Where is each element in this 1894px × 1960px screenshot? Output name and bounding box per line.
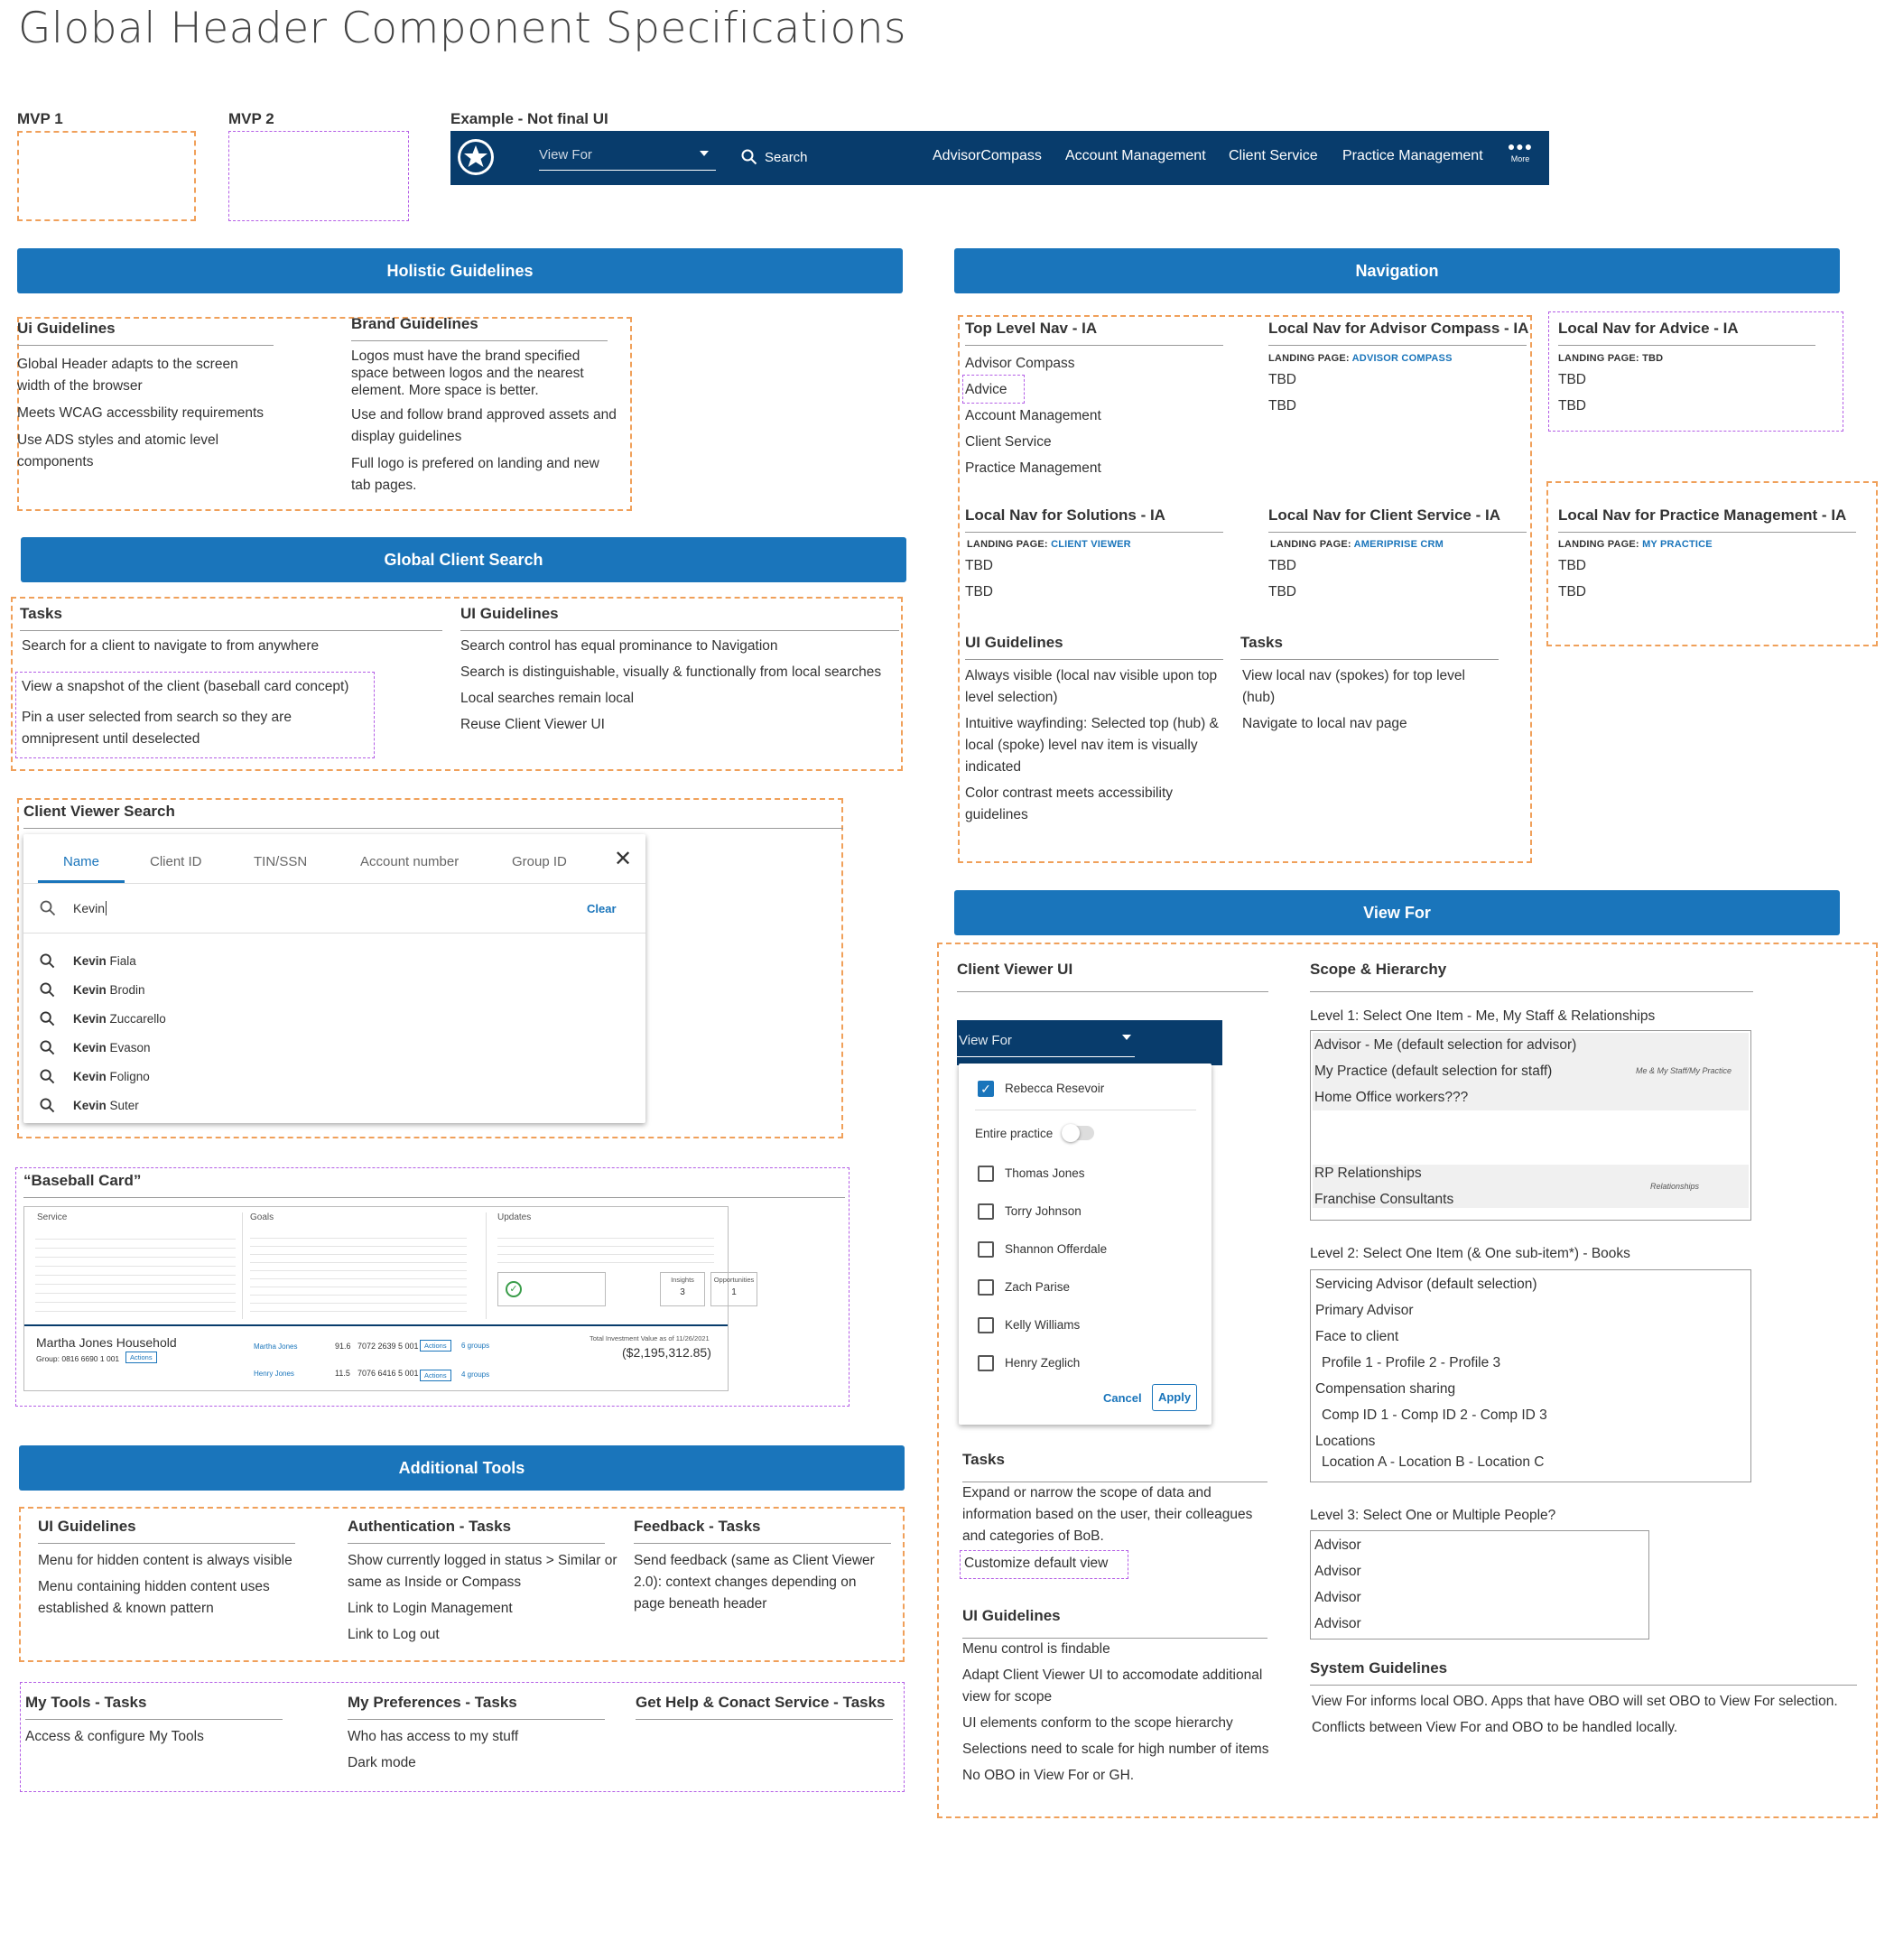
search-ui-guidelines-title: UI Guidelines (460, 605, 899, 631)
list-item: Search control has equal prominance to Navigation (460, 638, 778, 654)
search-results (40, 946, 166, 1119)
nav-tasks-title: Tasks (1240, 634, 1499, 660)
nav-client-service[interactable]: Client Service (1229, 148, 1318, 163)
toggle-knob (1062, 1124, 1080, 1142)
nav-ui-guidelines-title: UI Guidelines (965, 634, 1223, 660)
scope-hierarchy-title: Scope & Hierarchy (1310, 961, 1753, 992)
list-item: Customize default view (964, 1556, 1109, 1571)
my-preferences-title: My Preferences - Tasks (348, 1694, 605, 1720)
auth-tasks-title: Authentication - Tasks (348, 1518, 605, 1544)
list-item[interactable]: Kevin Zuccarello (40, 1004, 166, 1033)
actions-button[interactable]: Actions (125, 1352, 157, 1363)
list-item: UI elements conform to the scope hierarchy (962, 1715, 1233, 1731)
client-viewer-search-panel (23, 834, 645, 1123)
example-label: Example - Not final UI (450, 110, 608, 127)
goals-panel (250, 1212, 487, 1319)
entire-practice-toggle[interactable] (1062, 1126, 1094, 1140)
brand-guidelines-title: Brand Guidelines (351, 315, 608, 341)
search-icon (40, 982, 55, 998)
list-item: Advisor Compass (965, 356, 1075, 371)
level1-list (1310, 1030, 1751, 1221)
list-item: TBD (1558, 398, 1586, 413)
list-item: Link to Login Management (348, 1601, 513, 1616)
opportunities-card[interactable] (710, 1272, 757, 1306)
apply-button[interactable]: Apply (1152, 1384, 1197, 1411)
entire-practice-label: Entire practice (975, 1127, 1054, 1140)
list-item[interactable]: Shannon Offerdale (978, 1241, 1107, 1279)
total-value: ($2,195,312.85) (622, 1345, 711, 1360)
list-item: Who has access to my stuff (348, 1729, 519, 1744)
nav-practice-management[interactable]: Practice Management (1342, 148, 1483, 163)
list-item[interactable]: Advisor (1314, 1590, 1361, 1605)
tools-ui-list (38, 1550, 309, 1620)
service-panel (28, 1212, 243, 1319)
member-client-id: 7076 6416 5 001 (357, 1369, 419, 1378)
checkbox-checked[interactable]: ✓ (978, 1081, 994, 1097)
more-icon: ●●● (1507, 139, 1534, 153)
list-item: View a snapshot of the client (baseball card concept) (22, 679, 349, 694)
search-icon (40, 900, 56, 921)
insights-value: 3 (680, 1287, 685, 1297)
status-card (497, 1272, 606, 1306)
top-level-nav-list (965, 353, 1218, 484)
checkbox (978, 1355, 994, 1371)
feedback-tasks-list (634, 1550, 887, 1615)
list-item: View local nav (spokes) for top level (hub) (1242, 668, 1465, 705)
header-search-input[interactable]: Search (765, 150, 808, 165)
top-level-nav-title: Top Level Nav - IA (965, 320, 1223, 346)
auth-tasks-list (348, 1550, 618, 1646)
view-for-dropdown[interactable] (539, 142, 716, 171)
tools-ui-guidelines-title: UI Guidelines (38, 1518, 295, 1544)
list-item[interactable]: Torry Johnson (978, 1203, 1107, 1241)
list-item: Menu for hidden content is always visible (38, 1553, 292, 1568)
page-title: Global Header Component Specifications (18, 4, 906, 53)
list-item[interactable]: Kelly Williams (978, 1317, 1107, 1355)
client-viewer-ui-title: Client Viewer UI (957, 961, 1268, 992)
baseball-card-title: “Baseball Card” (23, 1172, 845, 1198)
list-item: TBD (1268, 558, 1296, 573)
insights-label: Insights (671, 1276, 694, 1284)
list-item: Intuitive wayfinding: Selected top (hub) & local (spoke) level nav item is visually indicated (965, 716, 1219, 775)
member-groups[interactable]: 6 groups (461, 1342, 490, 1350)
list-item: No OBO in View For or GH. (962, 1768, 1135, 1783)
mvp1-box (17, 131, 196, 221)
list-item[interactable]: Face to client (1315, 1329, 1399, 1344)
member-age: 11.5 (335, 1369, 350, 1378)
group-id: Group: 0816 6690 1 001 (36, 1354, 120, 1363)
search-icon (40, 1011, 55, 1026)
selected-person: Rebecca Resevoir (1005, 1082, 1105, 1095)
list-item: TBD (1268, 372, 1296, 387)
list-item[interactable]: Kevin Brodin (40, 975, 166, 1004)
list-item: Full logo is prefered on landing and new tab pages. (351, 456, 599, 493)
view-for-label: View For (539, 147, 592, 163)
list-item[interactable]: Locations (1315, 1434, 1376, 1449)
my-tools-title: My Tools - Tasks (25, 1694, 283, 1720)
tab-client-id[interactable]: Client ID (150, 854, 202, 869)
goals-title: Goals (250, 1212, 274, 1222)
checkbox (978, 1166, 994, 1182)
opportunities-value: 1 (731, 1287, 737, 1297)
cancel-button[interactable]: Cancel (1103, 1391, 1142, 1405)
nav-account-management[interactable]: Account Management (1065, 148, 1206, 163)
view-for-tasks-title: Tasks (962, 1451, 1267, 1482)
member-client-id: 7072 2639 5 001 (357, 1342, 419, 1351)
control-underline (957, 1056, 1135, 1057)
list-item: Use ADS styles and atomic level components (17, 432, 219, 469)
landing-page-label: LANDING PAGE: AMERIPRISE CRM (1270, 539, 1444, 550)
client-viewer-search-title: Client Viewer Search (23, 803, 843, 829)
divider (24, 1324, 728, 1326)
list-item: TBD (1558, 558, 1586, 573)
list-item: Search is distinguishable, visually & functionally from local searches (460, 664, 882, 680)
level2-label: Level 2: Select One Item (& One sub-item*) - Books (1310, 1246, 1630, 1261)
list-item: Navigate to local nav page (1242, 716, 1407, 731)
view-for-control-label: View For (959, 1033, 1012, 1048)
additional-tools-banner: Additional Tools (19, 1445, 905, 1491)
list-item: TBD (965, 558, 993, 573)
list-item: Dark mode (348, 1755, 416, 1770)
view-for-banner: View For (954, 890, 1840, 935)
level2-list (1310, 1269, 1751, 1482)
list-item: Search for a client to navigate to from anywhere (22, 638, 320, 654)
view-for-menu (959, 1064, 1212, 1425)
nav-advisorcompass[interactable]: AdvisorCompass (933, 148, 1042, 163)
divider (23, 933, 645, 934)
list-item: Color contrast meets accessibility guidelines (965, 785, 1173, 822)
chevron-down-icon (1122, 1035, 1131, 1040)
people-list (978, 1166, 1107, 1393)
landing-page-label: LANDING PAGE: TBD (1558, 353, 1664, 364)
advisor-compass-nav-title: Local Nav for Advisor Compass - IA (1268, 320, 1527, 346)
landing-page-label: LANDING PAGE: CLIENT VIEWER (967, 539, 1131, 550)
tab-tin-ssn[interactable]: TIN/SSN (254, 854, 308, 869)
tab-account-number[interactable]: Account number (360, 854, 460, 869)
actions-button[interactable]: Actions (420, 1370, 451, 1381)
list-item[interactable]: Primary Advisor (1315, 1303, 1414, 1318)
search-icon (40, 1069, 55, 1084)
list-item: Menu containing hidden content uses established & known pattern (38, 1579, 270, 1616)
list-item[interactable]: Advisor (1314, 1564, 1361, 1579)
updates-details (497, 1231, 714, 1263)
checkbox (978, 1241, 994, 1258)
list-item[interactable]: Location A - Location B - Location C (1322, 1454, 1545, 1470)
close-icon[interactable]: ✕ (614, 847, 633, 871)
system-guidelines-title: System Guidelines (1310, 1659, 1857, 1686)
list-item[interactable]: RP Relationships (1314, 1166, 1422, 1181)
list-item: Logos must have the brand specified space between logos and the nearest element. More space is better. (351, 348, 584, 398)
list-item[interactable]: Compensation sharing (1315, 1381, 1456, 1397)
list-item[interactable]: Franchise Consultants (1314, 1192, 1454, 1207)
list-item[interactable]: Kevin Suter (40, 1091, 166, 1119)
goals-details (250, 1231, 467, 1314)
more-label: More (1510, 154, 1530, 163)
list-item: View For informs local OBO. Apps that have OBO will set OBO to View For selection. (1312, 1694, 1838, 1709)
list-item[interactable]: Advisor - Me (default selection for advisor) (1314, 1037, 1577, 1053)
tasks-title: Tasks (20, 605, 442, 631)
mvp2-box (228, 131, 409, 221)
list-item[interactable]: Servicing Advisor (default selection) (1315, 1277, 1537, 1292)
level3-label: Level 3: Select One or Multiple People? (1310, 1508, 1556, 1523)
list-item[interactable]: Zach Parise (978, 1279, 1107, 1317)
global-client-search-banner: Global Client Search (21, 537, 906, 582)
list-item: TBD (1558, 584, 1586, 599)
search-icon[interactable] (741, 149, 757, 170)
list-item[interactable]: Profile 1 - Profile 2 - Profile 3 (1322, 1355, 1501, 1370)
client-search-input[interactable]: Kevin (73, 901, 106, 915)
feedback-tasks-title: Feedback - Tasks (634, 1518, 891, 1544)
divider (23, 883, 645, 884)
list-item: Local searches remain local (460, 691, 635, 706)
list-item[interactable]: Advisor (1314, 1537, 1361, 1553)
list-item: Account Management (965, 408, 1101, 423)
checkbox (978, 1317, 994, 1333)
mvp2-label: MVP 2 (228, 110, 274, 127)
list-item: TBD (965, 584, 993, 599)
check-circle-icon: ✓ (506, 1281, 522, 1297)
nav-tasks-list (1242, 665, 1486, 735)
insights-card[interactable] (660, 1272, 705, 1306)
list-item: Conflicts between View For and OBO to be handled locally. (1312, 1720, 1678, 1735)
opportunities-label: Opportunities (713, 1276, 755, 1284)
nav-ui-guidelines-list (965, 665, 1229, 826)
list-item: Client Service (965, 434, 1052, 450)
ui-guidelines-list (17, 354, 270, 473)
practice-nav-title: Local Nav for Practice Management - IA (1558, 506, 1856, 533)
updates-title: Updates (497, 1212, 532, 1222)
system-guidelines-list (1312, 1691, 1871, 1739)
level1-tag: Me & My Staff/My Practice (1636, 1066, 1732, 1075)
list-item: TBD (1558, 372, 1586, 387)
list-item: Show currently logged in status > Similar or same as Inside or Compass (348, 1553, 617, 1590)
actions-button[interactable]: Actions (420, 1340, 451, 1352)
search-ui-guidelines-list (460, 636, 903, 736)
list-item[interactable]: Kevin Evason (40, 1033, 166, 1062)
view-for-control[interactable] (957, 1020, 1222, 1065)
household-name: Martha Jones Household (36, 1335, 177, 1350)
search-icon (40, 1040, 55, 1055)
list-item[interactable]: Comp ID 1 - Comp ID 2 - Comp ID 3 (1322, 1407, 1547, 1423)
mvp1-label: MVP 1 (17, 110, 63, 127)
list-item: Practice Management (965, 460, 1101, 476)
checkbox (978, 1279, 994, 1296)
navigation-banner: Navigation (954, 248, 1840, 293)
checkbox (978, 1203, 994, 1220)
service-title: Service (37, 1212, 68, 1222)
list-item: Global Header adapts to the screen width of the browser (17, 357, 238, 394)
advice-nav-title: Local Nav for Advice - IA (1558, 320, 1815, 346)
global-header-example (450, 131, 1549, 185)
list-item[interactable]: My Practice (default selection for staff) (1314, 1064, 1553, 1079)
service-details (35, 1231, 236, 1312)
ui-guidelines-title: Ui Guidelines (17, 320, 274, 346)
list-item: Adapt Client Viewer UI to accomodate additional view for scope (962, 1667, 1263, 1705)
solutions-nav-title: Local Nav for Solutions - IA (965, 506, 1223, 533)
updates-panel (497, 1212, 755, 1319)
total-label: Total Investment Value as of 11/26/2021 (590, 1334, 710, 1342)
list-item[interactable]: Henry Zeglich (978, 1355, 1107, 1393)
member-age: 91.6 (335, 1342, 351, 1351)
more-menu[interactable] (1507, 139, 1534, 163)
view-for-ui-guidelines-title: UI Guidelines (962, 1607, 1267, 1639)
prefs-list (348, 1726, 618, 1774)
list-item: Meets WCAG accessbility requirements (17, 405, 265, 421)
list-item: Send feedback (same as Client Viewer 2.0): context changes depending on page beneath header (634, 1553, 875, 1612)
level1-label: Level 1: Select One Item - Me, My Staff & Relationships (1310, 1008, 1656, 1024)
landing-page-label: LANDING PAGE: MY PRACTICE (1558, 539, 1713, 550)
list-item: Selections need to scale for high number of items (962, 1742, 1269, 1757)
clear-button[interactable]: Clear (587, 902, 617, 915)
get-help-title: Get Help & Conact Service - Tasks (636, 1694, 893, 1720)
list-item: TBD (1268, 584, 1296, 599)
list-item: Expand or narrow the scope of data and information based on the user, their colleagues and categories of BoB. (962, 1485, 1253, 1544)
list-item[interactable]: Advisor (1314, 1616, 1361, 1631)
list-item: Reuse Client Viewer UI (460, 717, 605, 732)
list-item: TBD (1268, 398, 1296, 413)
member-name[interactable]: Martha Jones (254, 1342, 298, 1351)
client-service-nav-title: Local Nav for Client Service - IA (1268, 506, 1527, 533)
brand-guidelines-list (351, 348, 617, 497)
level1-tag: Relationships (1650, 1182, 1700, 1191)
view-for-ui-list (962, 1639, 1274, 1787)
list-item: Pin a user selected from search so they are omnipresent until deselected (22, 710, 292, 747)
search-icon (40, 1098, 55, 1113)
level3-list (1310, 1530, 1649, 1640)
list-item: Menu control is findable (962, 1641, 1110, 1657)
landing-page-label: LANDING PAGE: ADVISOR COMPASS (1268, 353, 1453, 364)
member-groups[interactable]: 4 groups (461, 1370, 490, 1379)
list-item: Use and follow brand approved assets and display guidelines (351, 407, 617, 444)
tab-group-id[interactable]: Group ID (512, 854, 567, 869)
list-item[interactable]: Kevin Foligno (40, 1062, 166, 1091)
brand-logo-icon[interactable] (458, 139, 494, 175)
list-item: Always visible (local nav visible upon top level selection) (965, 668, 1218, 705)
list-item[interactable]: Home Office workers??? (1314, 1090, 1469, 1105)
tab-name[interactable]: Name (63, 854, 100, 869)
chevron-down-icon (700, 151, 709, 156)
list-item[interactable]: Thomas Jones (978, 1166, 1107, 1203)
search-icon (40, 953, 55, 969)
advice-highlight (962, 375, 1025, 404)
list-item: Link to Log out (348, 1627, 440, 1642)
member-name[interactable]: Henry Jones (254, 1370, 294, 1378)
list-item[interactable]: Kevin Fiala (40, 946, 166, 975)
list-item: Advice (965, 382, 1007, 397)
baseball-card-preview (23, 1206, 755, 1391)
list-item: Access & configure My Tools (25, 1729, 204, 1744)
holistic-guidelines-banner: Holistic Guidelines (17, 248, 903, 293)
